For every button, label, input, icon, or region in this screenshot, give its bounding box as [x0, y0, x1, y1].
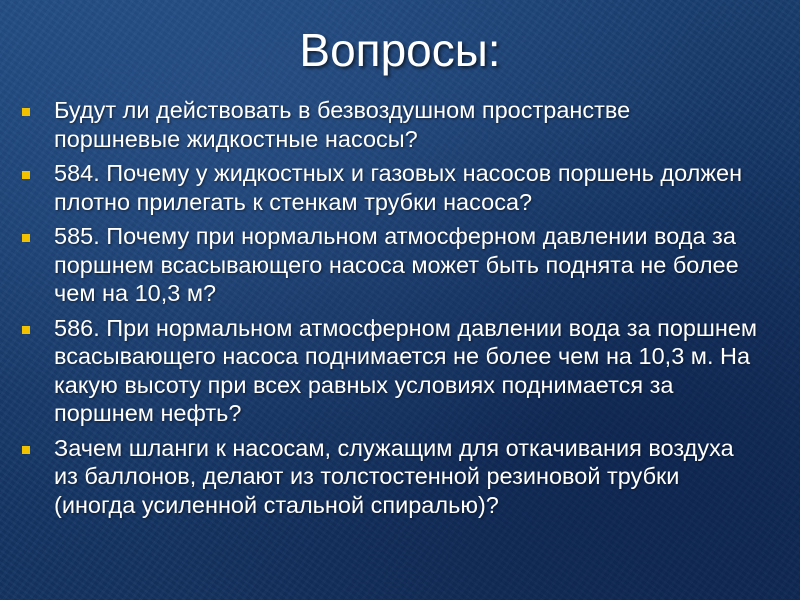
list-item-text: 586. При нормальном атмосферном давлении вода за поршнем всасывающего насоса поднимается не более чем на 10,3 м. На какую высоту при всех равных условиях поднимается за поршнем нефть?: [54, 314, 758, 426]
list-item: [20, 314, 760, 428]
list-item: [20, 159, 760, 216]
square-bullet-icon: [22, 234, 30, 242]
square-bullet-icon: [22, 326, 30, 334]
list-item: [20, 222, 760, 308]
list-item-text: Зачем шланги к насосам, служащим для откачивания воздуха из баллонов, делают из толстостенной резиновой трубки (иногда усиленной стальной спиралью)?: [54, 434, 734, 518]
list-item-text: 585. Почему при нормальном атмосферном давлении вода за поршнем всасывающего насоса может быть поднята не более чем на 10,3 м?: [54, 223, 739, 306]
list-item-text: Будут ли действовать в безвоздушном пространстве поршневые жидкостные насосы?: [54, 97, 631, 152]
square-bullet-icon: [22, 108, 30, 116]
list-item-text: 584. Почему у жидкостных и газовых насосов поршень должен плотно прилегать к стенкам трубки насоса?: [54, 160, 743, 215]
square-bullet-icon: [22, 171, 30, 179]
slide-title: Вопросы:: [299, 24, 501, 76]
question-list: [20, 96, 760, 525]
list-item: [20, 434, 760, 520]
square-bullet-icon: [22, 446, 30, 454]
list-item: [20, 96, 760, 153]
